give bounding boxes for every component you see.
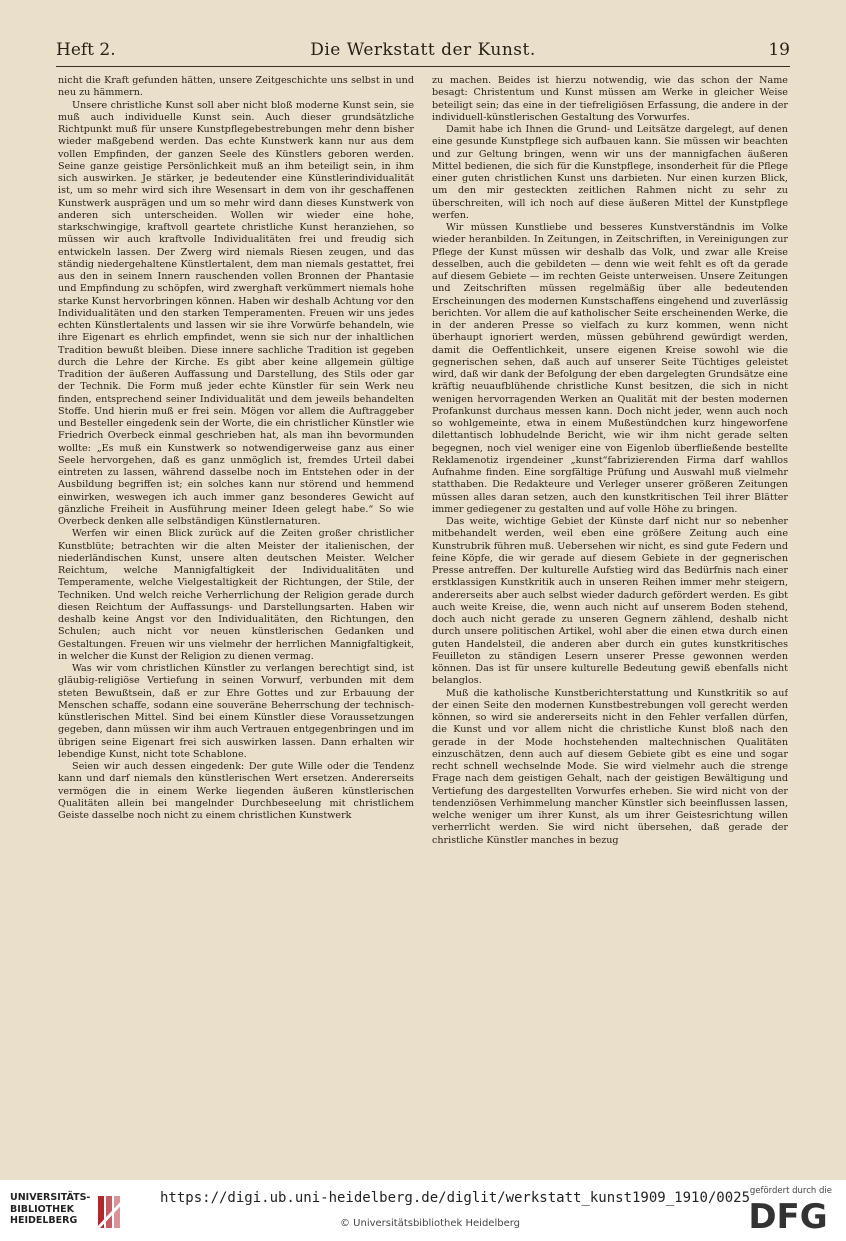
permalink[interactable]: https://digi.ub.uni-heidelberg.de/diglit/werkstatt_kunst1909_1910/0025 bbox=[160, 1190, 751, 1206]
paragraph: Seien wir auch dessen eingedenk: Der gute Wille oder die Tendenz kann und darf niemals den künstlerischen Wert ersetzen. Andererseits vermögen die in einem Werke liegenden äußeren künstlerischen Qualitäten allein bei mangelnder Durchbeseelung mit christlichem Geiste dasselbe noch nicht zu einem christlichen Kunstwerk bbox=[58, 761, 414, 821]
paragraph: Werfen wir einen Blick zurück auf die Zeiten großer christlicher Kunstblüte; betrachten wir die alten Meister der italienischen, der niederländischen Kunst, unsere alten deutschen Meister. Welcher Reichtum, welche Mannigfaltigkeit der Individualitäten und Temperamente, welche Vielgestaltigkeit der Richtungen, der Stile, der Techniken. Und welch reiche Verherrlichung der Religion gerade durch diesen Reichtum der Auffassungs- und Darstellungsarten. Haben wir deshalb keine Angst vor den Individualitäten, den Richtungen, den Schulen; auch nicht vor neuen künstlerischen Gedanken und Gestaltungen. Freuen wir uns vielmehr der herrlichen Mannigfaltigkeit, in welcher die Kunst der Religion zu dienen vermag. bbox=[58, 528, 414, 662]
issue-label: Heft 2. bbox=[56, 40, 116, 60]
paragraph: Was wir vom christlichen Künstler zu verlangen berechtigt sind, ist gläubig-religiöse Vertiefung in seinen Vorwurf, verbunden mit dem steten Bewußtsein, daß er zur Ehre Gottes und zur Erbauung der Menschen schaffe, sodann eine souveräne Beherrschung der technisch-künstlerischen Mittel. Sind bei einem Künstler diese Voraussetzungen gegeben, dann müssen wir ihm auch Vertrauen entgegenbringen und im übrigen seine Eigenart frei sich auswirken lassen. Dann erhalten wir lebendige Kunst, nicht tote Schablone. bbox=[58, 663, 414, 760]
copyright-notice: © Universitätsbibliothek Heidelberg bbox=[340, 1218, 521, 1229]
page-number: 19 bbox=[768, 40, 790, 60]
paragraph: Das weite, wichtige Gebiet der Künste darf nicht nur so nebenher mitbehandelt werden, weil eben eine größere Zeitung auch eine Kunstrubrik führen muß. Uebersehen wir nicht, es sind gute Federn und feine Köpfe, die wir gerade auf diesem Gebiete in der gegnerischen Presse antreffen. Der kulturelle Aufstieg wird das Bedürfnis nach einer erstklassigen Kunstkritik auch in unseren Reihen immer mehr steigern, andererseits aber auch selbst wieder dadurch gefördert werden. Es gibt auch weite Kreise, die, wenn auch nicht auf unserem Boden stehend, doch auch nicht gerade zu unseren Gegnern zählend, deshalb nicht durch unsere politischen Artikel, wohl aber die einen etwa durch einen guten Handelsteil, die anderen aber durch ein gutes kunstkritisches Feuilleton zu ständigen Lesern unserer Presse gewonnen werden können. Das ist für unsere kulturelle Bedeutung gewiß ebenfalls nicht belanglos. bbox=[432, 516, 788, 687]
library-name: UNIVERSITÄTS- BIBLIOTHEK HEIDELBERG bbox=[10, 1192, 91, 1226]
paragraph: Muß die katholische Kunstberichterstattung und Kunstkritik so auf der einen Seite den modernen Kunstbestrebungen voll gerecht werden können, so wird sie andererseits nicht in den Fehler verfallen dürfen, die Kunst und vor allem nicht die christliche Kunst bloß nach den gerade in der Mode hochstehenden maltechnischen Qualitäten einzuschätzen, denn auch auf diesem Gebiete gibt es eine und sogar recht schnell wechselnde Mode. Sie wird vielmehr auch die strenge Frage nach dem geistigen Gehalt, nach der geistigen Bewältigung und Vertiefung des dargestellten Vorwurfes erheben. Sie wird nicht von der tendenziösen Verhimmelung mancher Künstler sich beeinflussen lassen, welche weniger um ihrer Kunst, als um ihrer Geistesrichtung willen verherrlicht werden. Sie wird nicht übersehen, daß gerade der christliche Künstler manches in bezug bbox=[432, 687, 788, 846]
svg-text:DFG: DFG bbox=[748, 1197, 828, 1234]
viewer-footer bbox=[0, 1180, 846, 1241]
dfg-logo bbox=[744, 1196, 832, 1234]
text-column-left bbox=[58, 75, 414, 1165]
running-header bbox=[56, 40, 790, 64]
paragraph: zu machen. Beides ist hierzu notwendig, wie das schon der Name besagt: Christentum und Kunst müssen am Werke in gleicher Weise beteiligt sein; das eine in der tiefreligiösen Erfassung, die andere in der individuell-künstlerischen Gestaltung des Vorwurfes. bbox=[432, 75, 788, 123]
paragraph: Damit habe ich Ihnen die Grund- und Leitsätze dargelegt, auf denen eine gesunde Kunstpflege sich aufbauen kann. Sie müssen wir beachten und zur Geltung bringen, wenn wir uns der mannigfachen äußeren Mittel bedienen, die sich für die Kunstpflege, insonderheit für die Pflege einer guten christlichen Kunst uns darbieten. Nur einen kurzen Blick, um den mir gesteckten zeitlichen Rahmen nicht zu sehr zu überschreiten, will ich noch auf diese äußeren Mittel der Kunstpflege werfen. bbox=[432, 124, 788, 221]
journal-title: Die Werkstatt der Kunst. bbox=[310, 40, 536, 60]
library-emblem-icon bbox=[96, 1194, 128, 1230]
paragraph: Unsere christliche Kunst soll aber nicht bloß moderne Kunst sein, sie muß auch individuelle Kunst sein. Auch dieser grundsätzliche Richtpunkt muß für unsere Kunstpflegebestrebungen mehr denn bisher wieder maßgebend werden. Das echte Kunstwerk kann nur aus dem vollen Empfinden, der ganzen Seele des Künstlers geboren werden. Seine ganze geistige Persönlichkeit muß an ihm beteiligt sein, in ihm sich auswirken. Je stärker, je bedeutender eine Künstlerindividualität ist, um so mehr wird sich ihre Wesensart in dem von ihr geschaffenen Kunstwerk ausprägen und um so mehr wird dann dieses Kunstwerk von anderen sich unterscheiden. Wollen wir wieder eine hohe, starkschwingige, kraftvoll geartete christliche Kunst heranziehen, so müssen wir auch kraftvolle Individualitäten frei und freudig sich entwickeln lassen. Der Zwerg wird niemals Riesen zeugen, und das ständig niedergehaltene Künstlertalent, dem man niemals gestattet, frei aus den in seinem Innern rauschenden vollen Bronnen der Phantasie und Empfindung zu schöpfen, wird zwerghaft verkümmert niemals hohe starke Kunst hervorbringen können. Haben wir deshalb Achtung vor den Individualitäten und den starken Temperamenten. Freuen wir uns jedes echten Künstlertalents und lassen wir sie ihre Vorwürfe behandeln, wie ihre Eigenart es ehrlich empfindet, wenn sie sich nur der inhaltlichen Tradition bewußt bleiben. Diese innere sachliche Tradition ist gegeben durch die Lehre der Kirche. Es gibt aber keine allgemein gültige Tradition der äußeren Auffassung und Darstellung, des Stils oder gar der Technik. Die Form muß jeder echte Künstler für sein Werk neu finden, entsprechend seiner Individualität und dem jeweils behandelten Stoffe. Und hierin muß er frei sein. Mögen vor allem die Auftraggeber und Besteller eingedenk sein der Worte, die ein christlicher Künstler wie Friedrich Overbeck einmal geschrieben hat, als man ihn bevormunden wollte: „Es muß ein Kunstwerk so notwendigerweise ganz aus einer Seele hervorgehen, daß es ganz unmöglich ist, fremdes Urteil dabei eintreten zu lassen, während dasselbe noch im Entstehen oder in der Ausbildung begriffen ist; ein solches kann nur störend und hemmend einwirken, weswegen ich auch immer ganz besonderes Gewicht auf gänzliche Freiheit in Ausführung meiner Ideen gelegt habe.“ So wie Overbeck denken alle selbständigen Künstlernaturen. bbox=[58, 99, 414, 527]
library-logo[interactable] bbox=[10, 1192, 135, 1234]
paragraph: nicht die Kraft gefunden hätten, unsere Zeitgeschichte uns selbst in und neu zu hämmern. bbox=[58, 75, 414, 99]
header-rule bbox=[56, 66, 790, 67]
funding-note: gefördert durch die bbox=[749, 1186, 832, 1196]
paragraph: Wir müssen Kunstliebe und besseres Kunstverständnis im Volke wieder heranbilden. In Zeitungen, in Zeitschriften, in Vereinigungen zur Pflege der Kunst müssen wir deshalb das Volk, und zwar alle Kreise desselben, auch die gebildeten — denn wie weit fehlt es oft da gerade auf diesem Gebiete — im rechten Geiste unterweisen. Unsere Zeitungen und Zeitschriften müssen regelmäßig über alle bedeutenden Erscheinungen des modernen Kunstschaffens eingehend und zuverlässig berichten. Vor allem die auf katholischer Seite erscheinenden Werke, die in der anderen Presse so vielfach zu kurz kommen, wenn nicht überhaupt ignoriert werden, müssen gebührend gewürdigt werden, damit die Oeffentlichkeit, unsere eigenen Kreise sowohl wie die gegnerischen sehen, daß auch auf unserer Seite Tüchtiges geleistet wird, daß wir dank der Befolgung der eben dargelegten Grundsätze eine kräftig neuaufblühende christliche Kunst besitzen, die sich in nicht wenigen hervorragenden Werken an Qualität mit der besten modernen Profankunst durchaus messen kann. Doch nicht jeder, wenn auch noch so wohlgemeinte, etwa in einem Mußestündchen kurz hingeworfene dilettantisch lobhudelnde Bericht, wie wir ihm nicht gerade selten begegnen, noch viel weniger eine von Eigenlob überfließende bestellte Reklamenotiz irgendeiner „kunst“fabrizierenden Firma darf wahllos Aufnahme finden. Eine sorgfältige Prüfung und Auswahl muß vielmehr statthaben. Die Redakteure und Verleger unserer größeren Zeitungen müssen alles daran setzen, auch den kunstkritischen Teil ihrer Blätter immer gediegener zu gestalten und auf volle Höhe zu bringen. bbox=[432, 222, 788, 515]
text-column-right bbox=[432, 75, 788, 1165]
